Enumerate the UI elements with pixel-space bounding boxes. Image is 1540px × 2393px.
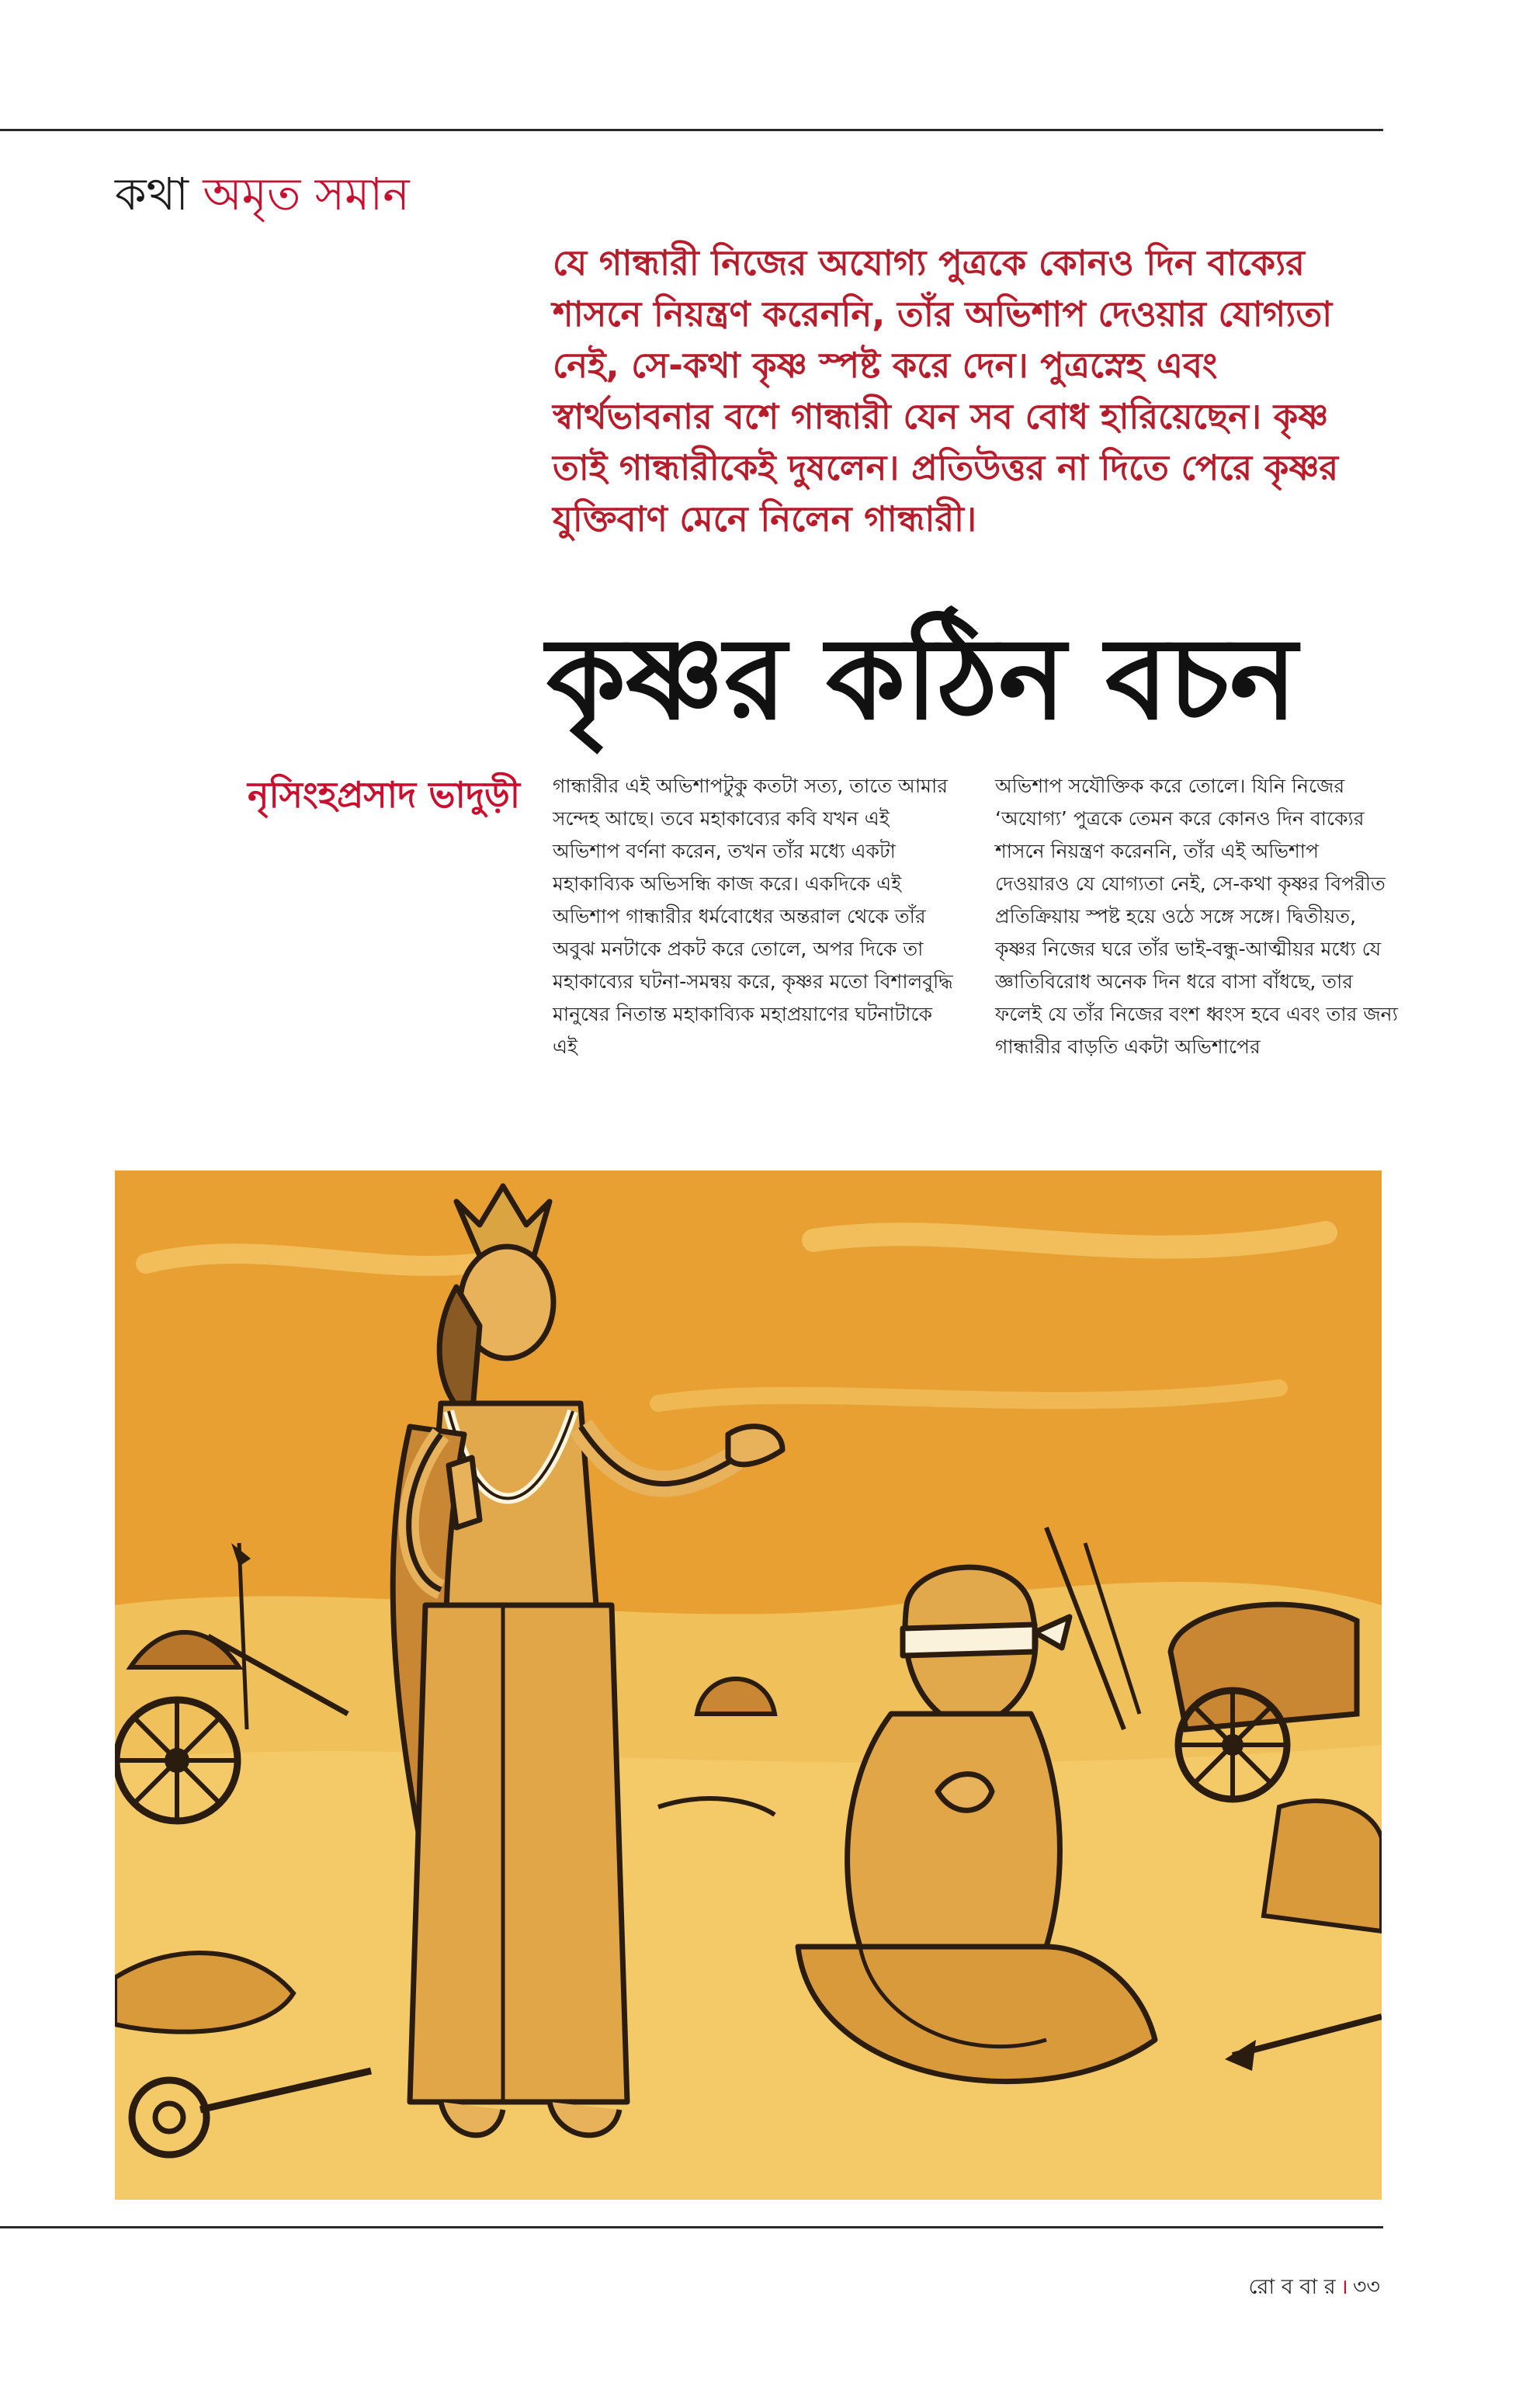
body-column-2: অভিশাপ সযৌক্তিক করে তোলে। যিনি নিজের ‘অযোগ্য’ পুত্রকে তেমন করে কোনও দিন বাক্যের শাসনে নিয়ন্ত্রণ করেননি, তাঁর এই অভিশাপ দেওয়ারও যে যোগ্যতা নেই, সে-কথা কৃষ্ণর বিপরীত প্রতিক্রিয়ায় স্পষ্ট হয়ে ওঠে সঙ্গে সঙ্গে। দ্বিতীয়ত, কৃষ্ণর নিজের ঘরে তাঁর ভাই-বন্ধু-আত্মীয়র মধ্যে যে জ্ঞাতিবিরোধ অনেক দিন ধরে বাসা বাঁধছে, তার ফলেই যে তাঁর নিজের বংশ ধ্বংস হবে এবং তার জন্য গান্ধারীর বাড়তি একটা অভিশাপের [995,775,1398,1058]
bottom-rule [0,2226,1383,2228]
byline: নৃসিংহপ্রসাদ ভাদুড়ী [248,774,520,816]
page-number: ৩৩ [1352,2275,1380,2299]
body-column-1: গান্ধারীর এই অভিশাপটুকু কতটা সত্য, তাতে আমার সন্দেহ আছে। তবে মহাকাব্যের কবি যখন এই অভিশাপ বর্ণনা করেন, তখন তাঁর মধ্যে একটা মহাকাব্যিক অভিসন্ধি কাজ করে। একদিকে এই অভিশাপ গান্ধারীর ধর্মবোধের অন্তরাল থেকে তাঁর অবুঝ মনটাকে প্রকট করে তোলে, অপর দিকে তা মহাকাব্যের ঘটনা-সমন্বয় করে, কৃষ্ণর মতো বিশালবুদ্ধি মানুষের নিতান্ত মহাকাব্যিক মহাপ্রয়াণের ঘটনাটাকে এই [553,775,953,1058]
section-label-first: কথা [115,168,189,220]
footer-separator: । [1340,2275,1348,2299]
top-rule [0,129,1383,131]
page-footer [1164,2271,1380,2306]
section-label-second: অমৃত সমান [203,168,410,220]
magazine-name: রো ব বা র [1248,2275,1336,2299]
headline: কৃষ্ণর কঠিন বচন [546,613,1298,745]
krishna-gandhari-illustration [115,1170,1382,2200]
section-label [115,160,410,235]
standfirst: যে গান্ধারী নিজের অযোগ্য পুত্রকে কোনও দিন বাক্যের শাসনে নিয়ন্ত্রণ করেননি, তাঁর অভিশাপ দেওয়ার যোগ্যতা নেই, সে-কথা কৃষ্ণ স্পষ্ট করে দেন। পুত্রস্নেহ এবং স্বার্থভাবনার বশে গান্ধারী যেন সব বোধ হারিয়েছেন। কৃষ্ণ তাই গান্ধারীকেই দুষলেন। প্রতিউত্তর না দিতে পেরে কৃষ্ণর যুক্তিবাণ মেনে নিলেন গান্ধারী। [553,242,1339,539]
